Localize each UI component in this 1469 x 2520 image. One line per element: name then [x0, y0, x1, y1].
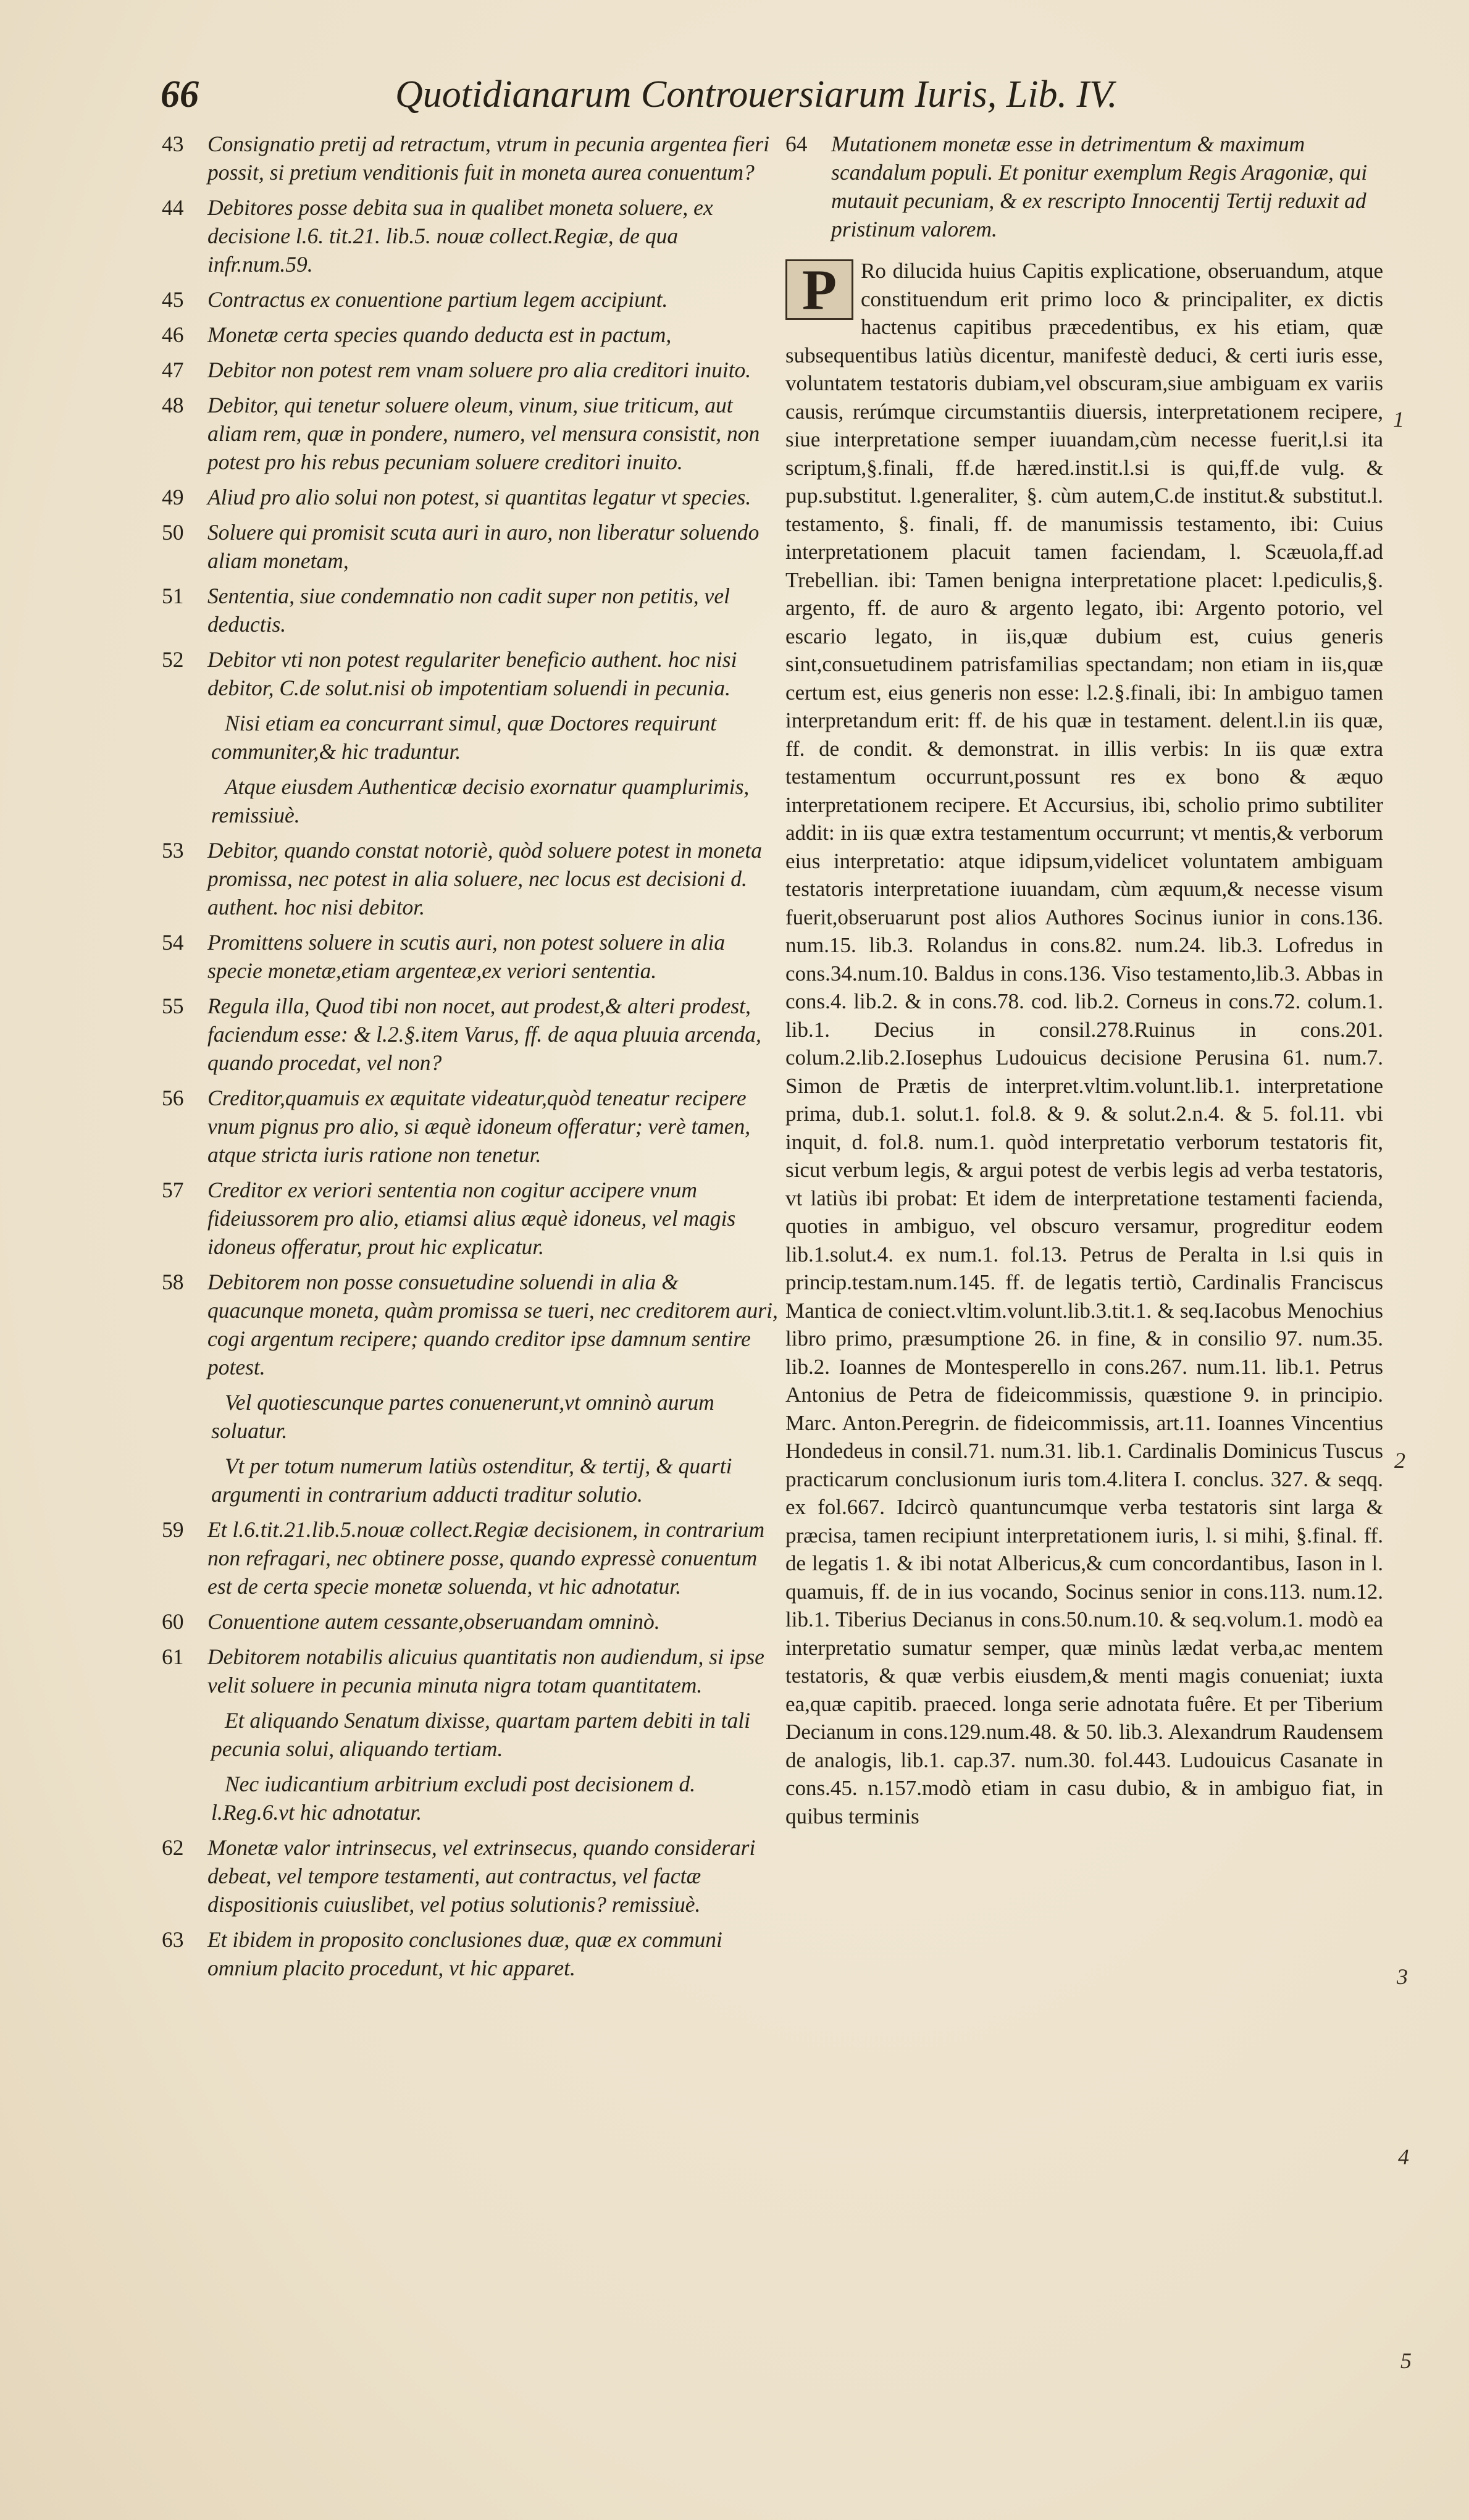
entry-number: 61: [162, 1644, 184, 1669]
entry-text: Creditor,quamuis ex æquitate videatur,quòd teneatur recipere vnum pignus pro alio, si æquè idoneum offeratur; verè tamen, atque stricta iuris ratione non tenetur.: [207, 1086, 751, 1167]
margin-mark: 2: [1394, 1448, 1405, 1473]
summary-entry: [162, 1388, 779, 1445]
entry-number: 58: [162, 1270, 184, 1294]
summary-entry: [162, 391, 779, 476]
entry-text: Monetæ valor intrinsecus, vel extrinsecus, quando considerari debeat, vel tempore testamenti, aut contractus, vel factæ dispositionis cuiuslibet, vel potius solutionis? remissiuè.: [207, 1835, 756, 1917]
body-paragraph: Ro dilucida huius Capitis explicatione, obseruandum, atque constituendum erit primo loco & principaliter, ex dictis hactenus capitibus præcedentibus, ex his etiam, quæ subsequentibus latiùs dicentur, manifestè deduci, & certi iuris esse, voluntatem testatoris dubiam,vel obscuram,siue ambiguam ex variis causis, rerúmque circumstantiis diuersis, interpretationem recipere, siue interpretatione semper iuuandam,cùm necesse fuerit,l.si ita scriptum,§.finali, ff.de hæred.instit.l.si is qui,ff.de vulg. & pup.substitut. l.generaliter, §. cùm autem,C.de institut.& substitut.l. testamento, §. finali, ff. de manumissis testamento, ibi: Cuius interpretationem placuit tamen faciendam, l. Scæuola,ff.ad Trebellian. ibi: Tamen benigna interpretatione placet: l.pediculis,§. argento, ff. de auro & argento legato, ibi: Argento potorio, vel escario legato, in iis,quæ dubium est, cuius generis sint,consuetudinem patrisfamilias spectandam; non etiam in iis,quæ certum est, eius generis non esse: l.2.§.finali, ibi: In ambiguo tamen interpretandum erit: ff. de his quæ in testament. delent.l.in iis quæ, ff. de condit. & demonstrat. in illis verbis: In iis quæ extra testamentum occurrunt,possunt res ex bono & æquo interpretationem recipere. Et Accursius, ibi, scholio primo subtiliter addit: in iis quæ extra testamentum occurrunt; vt mentis,& verborum eius interpretatio: atque idipsum,videlicet voluntatem ambiguam testatoris interpretatione iuuandam, cùm æquum,& necesse visum fuerit,obseruarunt post alios Authores Socinus iunior in cons.136. num.15. lib.3. Rolandus in cons.82. num.24. lib.3. Lofredus in cons.34.num.10. Baldus in cons.136. Viso testamento,lib.3. Abbas in cons.4. lib.2. & in cons.78. cod. lib.2. Corneus in cons.72. colum.1. lib.1. Decius in consil.278.Ruinus in cons.201. colum.2.lib.2.Iosephus Ludouicus decisione Perusina 61. num.7. Simon de Prætis de interpret.vltim.volunt.lib.1. interpretatione prima, dub.1. solut.1. fol.8. & 9. & solut.2.n.4. & 5. fol.11. vbi inquit, d. fol.8. num.1. quòd interpretatio verborum testatoris fit, sicut verbum legis, & argui potest de verbis legis ad verba testatoris, vt latiùs ibi probat: Et idem de interpretatione testamenti facienda, quoties in ambiguo, vel obscuro versamur, progreditur eodem lib.1.solut.4. ex num.1. fol.13. Petrus de Peralta in l.si quis in princip.testam.num.145. ff. de legatis tertiò, Cardinalis Franciscus Mantica de coniect.vltim.volunt.lib.3.tit.1. & seq.Iacobus Menochius libro primo, præsumptione 26. in fine, & in consilio 97. num.35. lib.2. Ioannes de Montesperello in cons.267. num.11. lib.1. Petrus Antonius de Petra de fideicommissis, quæstione 9. in principio. Marc. Anton.Peregrin. de fideicommissis, art.11. Ioannes Vincentius Hondedeus in consil.71. num.31. lib.1. Cardinalis Dominicus Tuscus practicarum conclusionum iuris tom.4.litera I. conclus. 327. & seqq. ex fol.667. Idcircò quantuncumque verba testatoris sint larga & præcisa, tamen recipiunt interpretationem iuris, l. si mihi, §.final. ff. de legatis 1. & ibi notat Albericus,& cum concordantibus, Iason in l. quamuis, ff. de in ius vocando, Socinus senior in cons.113. num.12. lib.1. Tiberius Decianus in cons.50.num.10. & seq.volum.1. modò ea interpretatio sumatur semper, quæ minùs lædat verba,ac mentem testatoris, & quæ verbis eiusdem,& menti magis conueniat; iuxta ea,quæ capitib. praeced. longa serie adnotata fuêre. Et per Tiberium Decianum in cons.129.num.48. & 50. lib.3. Alexandrum Raudensem de analogis, lib.1. cap.37. num.30. fol.443. Ludouicus Casanate in cons.45. n.157.modò etiam in casu dubio, & in ambiguo fiat, in quibus terminis: [785, 259, 1383, 1828]
summary-entry: [162, 582, 779, 638]
summary-entry: [162, 836, 779, 921]
entry-text: Debitorem notabilis alicuius quantitatis non audiendum, si ipse velit soluere in pecunia minuta nigra totam quantitatem.: [207, 1644, 764, 1697]
page-number: 66: [161, 73, 199, 115]
summary-entry: [162, 992, 779, 1077]
summary-entry: [162, 1925, 779, 1982]
running-title: Quotidianarum Controuersiarum Iuris, Lib. IV.: [395, 73, 1118, 115]
entry-number: 53: [162, 838, 184, 863]
summary-entry: [162, 1176, 779, 1261]
entry-text: Conuentione autem cessante,obseruandam omninò.: [207, 1609, 660, 1634]
summary-entry: [162, 772, 779, 829]
entry-number: 45: [162, 287, 184, 312]
entry-text: Aliud pro alio solui non potest, si quantitas legatur vt species.: [207, 485, 751, 509]
summary-list-right: [785, 130, 1383, 243]
summary-entry: [162, 1268, 779, 1381]
entry-number: 43: [162, 132, 184, 156]
summary-entry: [162, 1706, 779, 1763]
summary-entry: [162, 1452, 779, 1509]
entry-text: Debitor, quando constat notoriè, quòd soluere potest in moneta promissa, nec potest in alia soluere, nec locus est decisioni d. authent. hoc nisi debitor.: [207, 838, 762, 919]
entry-text: Contractus ex conuentione partium legem accipiunt.: [207, 287, 668, 312]
body-text: [785, 257, 1383, 1830]
entry-text: Nisi etiam ea concurrant simul, quæ Doctores requirunt communiter,& hic traduntur.: [211, 711, 717, 764]
entry-number: 64: [785, 132, 808, 156]
summary-entry: [162, 356, 779, 384]
entry-text: Nec iudicantium arbitrium excludi post decisionem d. l.Reg.6.vt hic adnotatur.: [211, 1772, 696, 1825]
summary-entry: [162, 285, 779, 314]
entry-number: 57: [162, 1178, 184, 1202]
right-column: [785, 130, 1383, 2501]
summary-entry: [162, 1515, 779, 1601]
entry-number: 46: [162, 322, 184, 347]
entry-number: 59: [162, 1517, 184, 1542]
entry-number: 54: [162, 930, 184, 955]
margin-mark: 5: [1400, 2348, 1412, 2373]
summary-entry: [162, 320, 779, 349]
entry-number: 49: [162, 485, 184, 509]
summary-entry: [162, 928, 779, 985]
summary-entry: [162, 193, 779, 278]
drop-cap: P: [785, 259, 853, 320]
page-header: [161, 73, 1247, 128]
entry-text: Et ibidem in proposito conclusiones duæ, quæ ex communi omnium placito procedunt, vt hic apparet.: [207, 1927, 722, 1980]
entry-number: 62: [162, 1835, 184, 1860]
entry-text: Debitor, qui tenetur soluere oleum, vinum, siue triticum, aut aliam rem, quæ in pondere, numero, vel mensura consistit, non potest pro his rebus pecuniam soluere creditori inuito.: [207, 393, 760, 474]
summary-entry: [162, 1770, 779, 1827]
entry-number: 51: [162, 584, 184, 608]
summary-entry: [162, 1643, 779, 1699]
entry-text: Debitores posse debita sua in qualibet moneta soluere, ex decisione l.6. tit.21. lib.5. nouæ collect.Regiæ, de qua infr.num.59.: [207, 195, 713, 277]
summary-entry: [162, 130, 779, 186]
entry-text: Monetæ certa species quando deducta est in pactum,: [207, 322, 672, 347]
entry-number: 52: [162, 647, 184, 672]
entry-text: Promittens soluere in scutis auri, non potest soluere in alia specie monetæ,etiam argenteæ,ex veriori sententia.: [207, 930, 726, 983]
summary-entry: [785, 130, 1383, 243]
entry-text: Et aliquando Senatum dixisse, quartam partem debiti in tali pecunia solui, aliquando tertiam.: [211, 1708, 750, 1761]
summary-entry: [162, 483, 779, 511]
summary-entry: [162, 709, 779, 766]
entry-text: Et l.6.tit.21.lib.5.nouæ collect.Regiæ decisionem, in contrarium non refragari, nec obtinere posse, quando expressè conuentum est de certa specie monetæ soluenda, vt hic adnotatur.: [207, 1517, 765, 1599]
entry-number: 60: [162, 1609, 184, 1634]
entry-text: Vel quotiescunque partes conuenerunt,vt omninò aurum soluatur.: [211, 1390, 714, 1443]
margin-mark: 3: [1397, 1964, 1408, 1989]
entry-text: Mutationem monetæ esse in detrimentum & maximum scandalum populi. Et ponitur exemplum Regis Aragoniæ, qui mutauit pecuniam, & ex rescripto Innocentij Tertij reduxit ad pristinum valorem.: [831, 132, 1368, 241]
entry-text: Debitorem non posse consuetudine soluendi in alia & quacunque moneta, quàm promissa se tueri, nec creditorem auri, cogi argentum recipere; quando creditor ipse damnum sentire potest.: [207, 1270, 778, 1379]
summary-entry: [162, 518, 779, 575]
margin-mark: 1: [1393, 407, 1404, 432]
entry-text: Soluere qui promisit scuta auri in auro, non liberatur soluendo aliam monetam,: [207, 520, 760, 573]
entry-number: 55: [162, 994, 184, 1018]
entry-text: Creditor ex veriori sententia non cogitur accipere vnum fideiussorem pro alio, etiamsi alius æquè idoneus, vel magis idoneus offeratur, prout hic explicatur.: [207, 1178, 736, 1259]
summary-list-left: [162, 130, 779, 1982]
entry-text: Debitor non potest rem vnam soluere pro alia creditori inuito.: [207, 358, 751, 382]
entry-text: Sententia, siue condemnatio non cadit super non petitis, vel deductis.: [207, 584, 730, 637]
entry-number: 56: [162, 1086, 184, 1110]
summary-entry: [162, 1833, 779, 1919]
left-column: [162, 130, 779, 2476]
summary-entry: [162, 645, 779, 702]
entry-number: 44: [162, 195, 184, 220]
entry-text: Regula illa, Quod tibi non nocet, aut prodest,& alteri prodest, faciendum esse: & l.2.§.item Varus, ff. de aqua pluuia arcenda, quando procedat, vel non?: [207, 994, 761, 1075]
summary-entry: [162, 1607, 779, 1636]
entry-number: 63: [162, 1927, 184, 1952]
entry-text: Consignatio pretij ad retractum, vtrum in pecunia argentea fieri possit, si pretium venditionis fuit in moneta aurea conuentum?: [207, 132, 770, 185]
margin-mark: 4: [1398, 2145, 1409, 2169]
entry-text: Atque eiusdem Authenticæ decisio exornatur quamplurimis, remissiuè.: [211, 774, 750, 827]
entry-text: Vt per totum numerum latiùs ostenditur, & tertij, & quarti argumenti in contrarium adducti traditur solutio.: [211, 1454, 732, 1507]
entry-number: 48: [162, 393, 184, 417]
entry-text: Debitor vti non potest regulariter beneficio authent. hoc nisi debitor, C.de solut.nisi ob impotentiam soluendi in pecunia.: [207, 647, 737, 700]
entry-number: 47: [162, 358, 184, 382]
summary-entry: [162, 1084, 779, 1169]
entry-number: 50: [162, 520, 184, 545]
